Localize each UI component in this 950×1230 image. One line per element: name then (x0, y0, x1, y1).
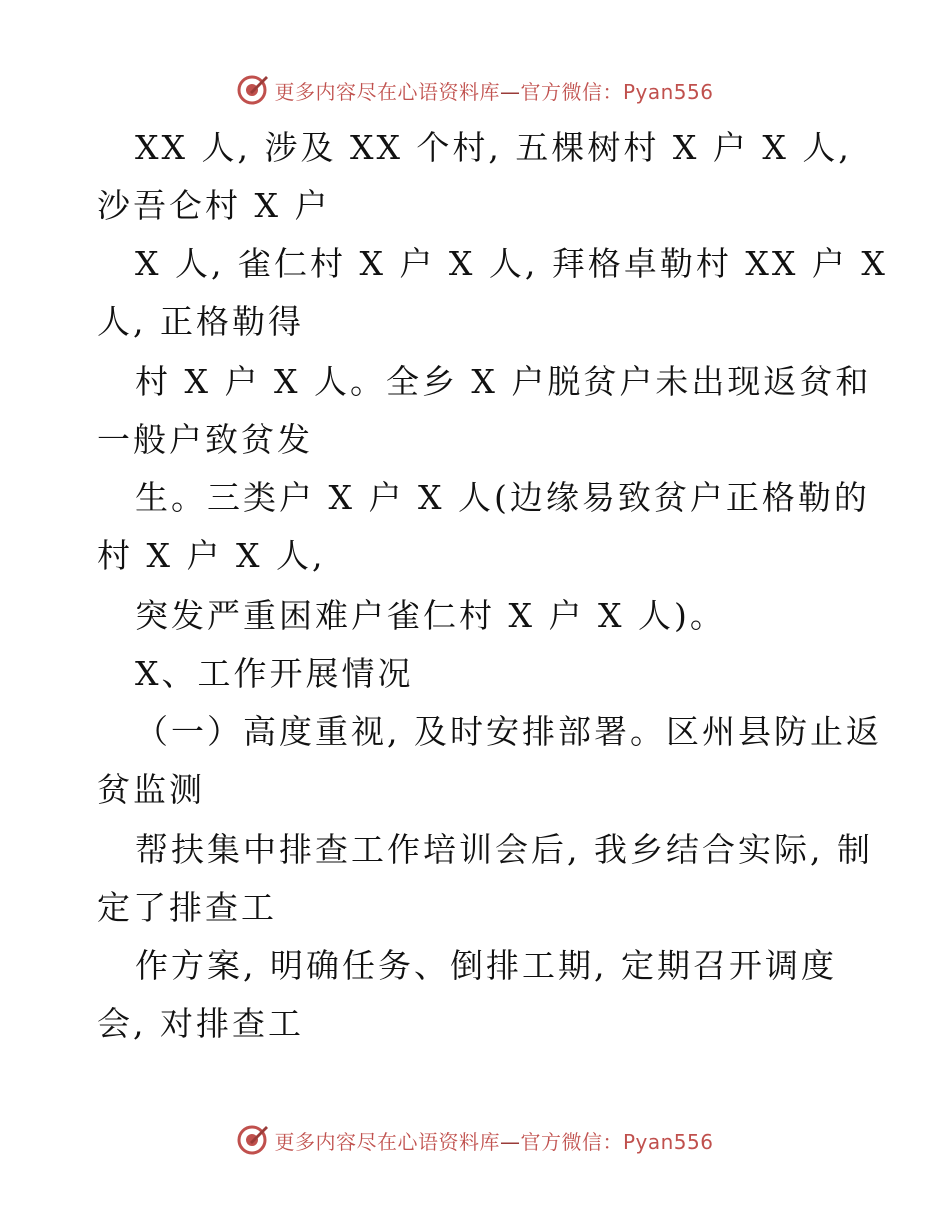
subsection-heading: （一）高度重视, 及时安排部署。区州县防止返 (135, 712, 882, 751)
section-heading: X、工作开展情况 (135, 654, 414, 693)
body-line: 村 X 户 X 人, (97, 536, 326, 575)
pen-logo-icon (236, 73, 270, 107)
body-line: 突发严重困难户雀仁村 X 户 X 人)。 (135, 596, 726, 635)
body-line: X 人, 雀仁村 X 户 X 人, 拜格卓勒村 XX 户 X (135, 244, 888, 283)
pen-logo-icon (236, 1123, 270, 1157)
body-line: 人, 正格勒得 (97, 302, 304, 341)
header-banner-text: 更多内容尽在心语资料库—官方微信：Pyan556 (274, 79, 714, 104)
header-banner (0, 70, 950, 110)
body-line: 贫监测 (97, 770, 205, 809)
body-line: 生。三类户 X 户 X 人(边缘易致贫户正格勒的 (135, 478, 870, 517)
body-line: 沙吾仑村 X 户 (97, 186, 331, 225)
body-line: XX 人, 涉及 XX 个村, 五棵树村 X 户 X 人, (135, 128, 852, 167)
body-line: 一般户致贫发 (97, 420, 313, 459)
body-line: 帮扶集中排查工作培训会后, 我乡结合实际, 制 (135, 830, 873, 869)
body-line: 村 X 户 X 人。全乡 X 户脱贫户未出现返贫和 (135, 362, 872, 401)
body-line: 作方案, 明确任务、倒排工期, 定期召开调度 (135, 946, 837, 985)
footer-banner (0, 1120, 950, 1160)
body-line: 会, 对排查工 (97, 1004, 304, 1043)
footer-banner-text: 更多内容尽在心语资料库—官方微信：Pyan556 (274, 1129, 714, 1154)
body-line: 定了排查工 (97, 888, 277, 927)
